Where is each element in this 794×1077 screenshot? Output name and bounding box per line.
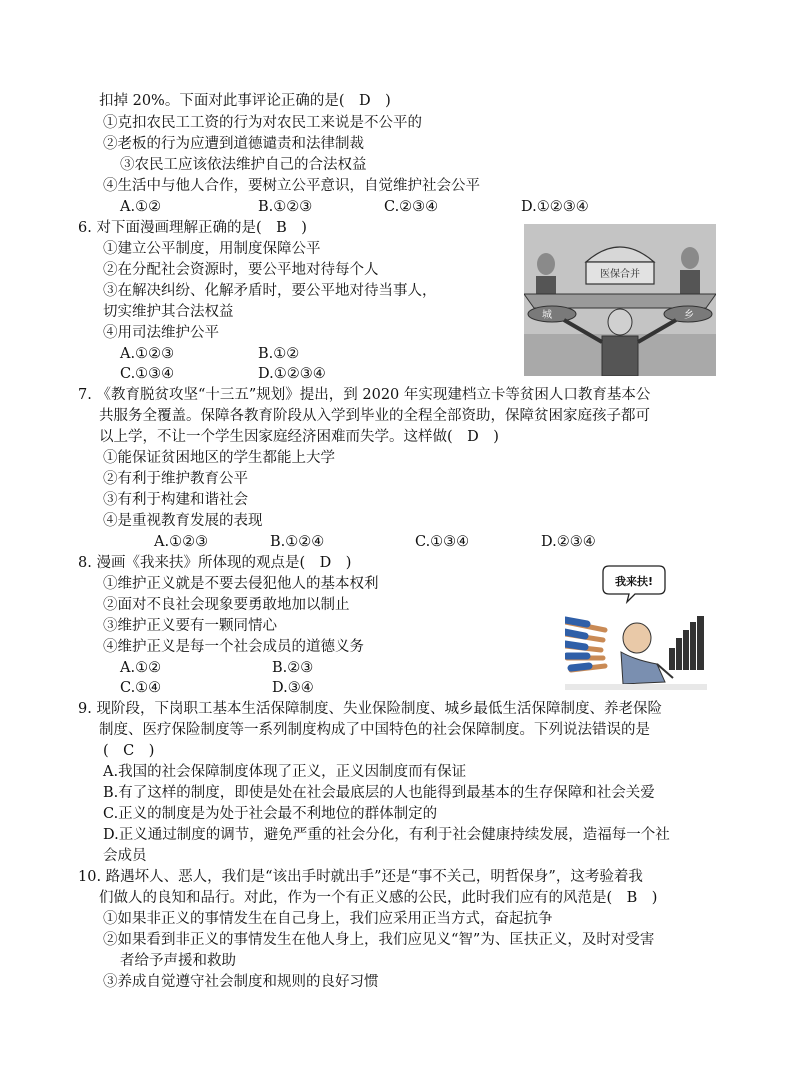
q8-item-4: ④维护正义是每一个社会成员的道德义务 [103, 639, 364, 655]
q6-item-4: ④用司法维护公平 [103, 325, 219, 341]
q7-option-a: A.①②③ [154, 534, 209, 550]
q5-item-4: ④生活中与他人合作，要树立公平意识，自觉维护社会公平 [103, 178, 480, 194]
q8-option-c: C.①④ [120, 680, 162, 696]
q9-option-b: B.有了这样的制度，即使是处在社会最底层的人也能得到最基本的生存保障和社会关爱 [103, 785, 655, 801]
q8-item-2: ②面对不良社会现象要勇敢地加以制止 [103, 597, 350, 613]
q6-item-2: ②在分配社会资源时，要公平地对待每个人 [103, 262, 379, 278]
q6-option-b: B.①② [258, 346, 300, 362]
cartoon-right-label: 乡 [684, 310, 694, 321]
q5-item-1: ①克扣农民工工资的行为对农民工来说是不公平的 [103, 115, 422, 131]
q7-stem-line-1: 7. 《教育脱贫攻坚“十三五”规划》提出，到 2020 年实现建档立卡等贫困人口教育基本公 [78, 387, 651, 403]
q5-item-3: ③农民工应该依法维护自己的合法权益 [120, 157, 367, 173]
q10-item-1: ①如果非正义的事情发生在自己身上，我们应采用正当方式，奋起抗争 [103, 911, 553, 927]
q8-cartoon [565, 560, 707, 690]
q7-option-c: C.①③④ [415, 534, 470, 550]
q6-cartoon [524, 224, 716, 376]
q7-stem-line-2: 共服务全覆盖。保障各教育阶段从入学到毕业的全程全部资助，保障贫困家庭孩子都可 [99, 408, 650, 424]
q7-item-4: ④是重视教育发展的表现 [103, 513, 263, 529]
q8-option-a: A.①② [120, 660, 162, 676]
q6-item-1: ①建立公平制度，用制度保障公平 [103, 241, 321, 257]
q10-stem-line-2: 们做人的良知和品行。对此，作为一个有正义感的公民，此时我们应有的风范是( B ) [99, 890, 658, 906]
q5-option-a: A.①② [120, 199, 162, 215]
q5-option-b: B.①②③ [258, 199, 313, 215]
q7-option-d: D.②③④ [541, 534, 596, 550]
q5-stem-tail: 扣掉 20%。下面对此事评论正确的是( D ) [99, 93, 391, 109]
q7-item-2: ②有利于维护教育公平 [103, 471, 248, 487]
q7-stem-line-3: 以上学，不让一个学生因家庭经济困难而失学。这样做( D ) [99, 429, 499, 445]
q8-option-d: D.③④ [272, 680, 314, 696]
q9-stem-line-1: 9. 现阶段，下岗职工基本生活保障制度、失业保险制度、城乡最低生活保障制度、养老保险 [78, 701, 662, 717]
balance-scale-cartoon-image [524, 224, 716, 376]
q9-option-d-cont: 会成员 [103, 848, 147, 864]
cartoon-speech-bubble: 我来扶! [614, 575, 654, 588]
cartoon-left-label: 城 [542, 310, 552, 321]
q9-option-c: C.正义的制度是为处于社会最不利地位的群体制定的 [103, 806, 438, 822]
q10-item-2: ②如果看到非正义的事情发生在他人身上，我们应见义“智”为、匡扶正义，及时对受害 [103, 932, 655, 948]
cartoon-center-label: 医保合并 [600, 269, 640, 280]
q6-option-a: A.①②③ [120, 346, 175, 362]
q7-option-b: B.①②④ [270, 534, 325, 550]
q6-item-3: ③在解决纠纷、化解矛盾时，要公平地对待当事人， [103, 283, 437, 299]
q5-item-2: ②老板的行为应遭到道德谴责和法律制裁 [103, 136, 364, 152]
q5-option-d: D.①②③④ [521, 199, 589, 215]
q6-stem: 6. 对下面漫画理解正确的是( B ) [78, 220, 307, 236]
q6-item-3-cont: 切实维护其合法权益 [103, 304, 234, 320]
q10-stem-line-1: 10. 路遇坏人、恶人，我们是“该出手时就出手”还是“事不关己，明哲保身”，这考验着我 [78, 869, 643, 885]
q9-option-a: A.我国的社会保障制度体现了正义，正义因制度而有保证 [103, 764, 467, 780]
q8-stem: 8. 漫画《我来扶》所体现的观点是( D ) [78, 555, 352, 571]
q5-option-c: C.②③④ [384, 199, 439, 215]
q10-item-2-cont: 者给予声援和救助 [120, 953, 236, 969]
q8-item-3: ③维护正义要有一颗同情心 [103, 618, 277, 634]
q10-item-3: ③养成自觉遵守社会制度和规则的良好习惯 [103, 974, 379, 990]
q6-option-c: C.①③④ [120, 366, 175, 382]
q6-option-d: D.①②③④ [258, 366, 326, 382]
q9-stem-line-2: 制度、医疗保险制度等一系列制度构成了中国特色的社会保障制度。下列说法错误的是 [99, 722, 650, 738]
q9-option-d: D.正义通过制度的调节，避免严重的社会分化，有利于社会健康持续发展，造福每一个社 [103, 827, 670, 843]
q7-item-3: ③有利于构建和谐社会 [103, 492, 248, 508]
q8-option-b: B.②③ [272, 660, 314, 676]
helping-elderly-cartoon-image [565, 560, 707, 690]
q9-stem-line-3: ( C ) [103, 743, 155, 759]
q8-item-1: ①维护正义就是不要去侵犯他人的基本权利 [103, 576, 379, 592]
q7-item-1: ①能保证贫困地区的学生都能上大学 [103, 450, 335, 466]
